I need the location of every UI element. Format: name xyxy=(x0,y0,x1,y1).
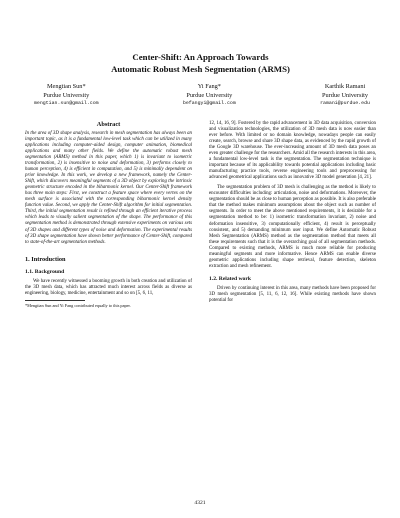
related-work-paragraph: Driven by continuing interest in this area, many methods have been proposed for 3D mesh segmentation [5, 11, 6, 12, 16]. While existing methods have shown potential for xyxy=(209,285,376,303)
author-affiliation: Purdue University xyxy=(43,91,90,99)
introduction-heading: 1. Introduction xyxy=(25,255,66,263)
footnote-rule xyxy=(25,300,85,301)
author-name: Mengtian Sun* xyxy=(46,83,86,90)
author-block xyxy=(320,83,370,109)
background-heading: 1.1. Background xyxy=(25,268,65,275)
author-name: Karthik Ramani xyxy=(324,83,366,90)
author-name: Yi Fang* xyxy=(197,83,221,90)
abstract-heading: Abstract xyxy=(96,120,121,128)
author-affiliation: Purdue University xyxy=(186,91,233,99)
author-affiliation: Purdue University xyxy=(322,91,369,99)
author-block xyxy=(34,83,99,109)
intro-paragraph-continued: 12, 14, 16, 9]. Fostered by the rapid advancement in 3D data acquisition, conversion and visualization technologies, the utilization of 3D mesh data is now easier than ever before. With limited or no domain knowledge, nowadays people can easily create, search, browse and share 3D shape data, as evidenced by the rapid growth of the Google 3D warehouse. The ever-increasing amount of 3D mesh data poses an even greater challenge for the researchers. Amid all the research interests in this area, a fundamental low-level task is the segmentation. The segmentation technique is important because of its applicability towards potential applications including basic manufacturing practice tools, reverse engineering tools and preprocessing for advanced geometrical applications such as innovative 3D model generation [4, 21]. xyxy=(209,120,376,181)
author-list xyxy=(34,83,370,109)
paper-title xyxy=(25,52,376,75)
title-line-2: Automatic Robust Mesh Segmentation (ARMS) xyxy=(111,63,290,74)
right-column xyxy=(209,121,376,308)
author-email: befangyi@gmail.com xyxy=(182,101,236,107)
related-work-heading: 1.2. Related work xyxy=(209,275,251,282)
abstract-text: In the area of 3D shape analysis, research in mesh segmentation has always been an important topic, as it is a fundamental low-level task which can be utilized in many applications including computer-aided design, computer animation, biomedical applications and many other fields. We define the automatic robust mesh segmentation (ARMS) method in this paper, which 1) is invariant to isometric transformation, 2) is insensitive to noise and deformation, 3) performs closely to human perception, 4) is efficient in computation, and 5) is minimally dependent on prior knowledge. In this work, we develop a new framework, namely the Center-Shift, which discovers meaningful segments of a 3D object by exploring the intrinsic geometric structure encoded in the biharmonic kernel. Our Center-Shift framework has three main steps: First, we construct a feature space where every vertex on the mesh surface is associated with the corresponding biharmonic kernel density function value. Second, we apply the Center-Shift algorithm for initial segmentation. Third, the initial segmentation result is refined through an efficient iterative process which leads to visually salient segmentation of the shape. The performance of this segmentation method is demonstrated through extensive experiments on various sets of 3D shapes and different types of noise and deformation. The experimental results of 3D shape segmentation have shown better performance of Center-Shift, compared to state-of-the-art segmentation methods. xyxy=(25,130,192,245)
author-email: ramani@purdue.edu xyxy=(320,101,370,107)
author-block xyxy=(183,83,236,109)
footnote: *Mengtian Sun and Yi Fang contributed equally to this paper. xyxy=(25,302,131,308)
background-paragraph: We have recently witnessed a booming growth in both creation and utilization of the 3D mesh data, which has attracted much interest across fields as diverse as engineering, biology, medicine, entertainment and so on [5, 6, 11, xyxy=(25,278,192,296)
intro-paragraph-segmentation: The segmentation problem of 3D mesh is challenging as the method is likely to encounter difficulties including: articulation, noise and deformations. Moreover, the segmentation should be as close to human perception as possible. It is also preferable that the method makes minimum assumptions about the object such as number of segments. In order to meet the above mentioned requirements, it is desirable for a segmentation method to be: 1) isometric transformation invariant, 2) noise and deformation insensitive, 3) computationally efficient, 4) result is perceptually consistent, and 5) demanding minimum user input. We define Automatic Robust Mesh Segmentation (ARMS) method as the segmentation method that meets all these requirements such that it is the overarching goal of all segmentation methods. Compared to existing methods, ARMS is much more reliable for producing meaningful segments and more informative. Hence ARMS can enable diverse geometric applications including shape retrieval, feature detection, skeleton extraction and mesh refinement. xyxy=(209,185,376,269)
author-email: mengtian.sun@gmail.com xyxy=(34,101,99,107)
page-number: 4321 xyxy=(194,500,206,506)
two-column-body xyxy=(25,121,376,308)
title-line-1: Center-Shift: An Approach Towards xyxy=(132,52,269,62)
left-column xyxy=(25,121,192,308)
